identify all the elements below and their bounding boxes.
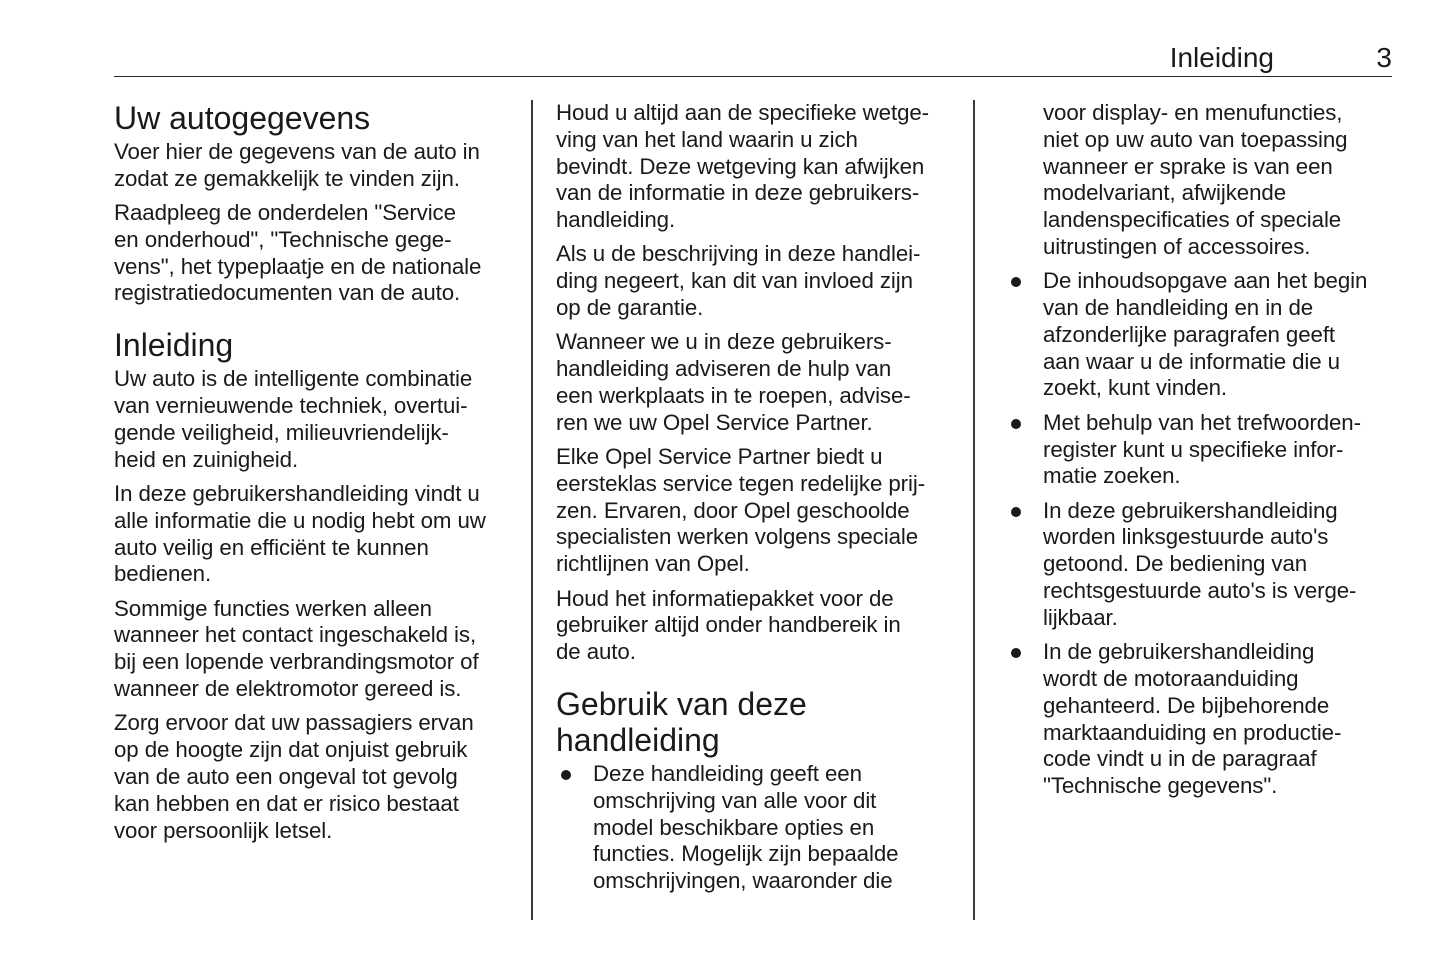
text-line: Gebruik van deze: [556, 685, 807, 722]
text-line: landenspecificaties of speciale: [1043, 207, 1342, 233]
text-line: wanneer de elektromotor gereed is.: [114, 676, 462, 702]
text-line: Als u de beschrijving in deze handlei-: [556, 241, 921, 267]
text-line: heid en zuinigheid.: [114, 446, 299, 472]
text-line: Uw auto is de intelligente combinatie: [114, 366, 473, 392]
text-line: gebruiker altijd onder handbereik in: [556, 612, 901, 638]
text-line: niet op uw auto van toepassing: [1043, 126, 1348, 152]
text-line: omschrijving van alle voor dit: [593, 787, 877, 813]
text-line: Elke Opel Service Partner biedt u: [556, 444, 883, 470]
text-line: van vernieuwende techniek, overtui-: [114, 393, 468, 419]
bullet-item: [1006, 639, 1401, 800]
paragraph: [114, 366, 514, 473]
text-line: Zorg ervoor dat uw passagiers ervan: [114, 710, 474, 736]
bullet-text: [1043, 410, 1401, 490]
column-divider-2: [973, 100, 975, 920]
text-line: worden linksgestuurde auto's: [1043, 524, 1329, 550]
text-line: omschrijvingen, waaronder die: [593, 868, 893, 894]
text-line: handleiding: [556, 721, 720, 758]
heading-uw-autogegevens: Uw autogegevens: [114, 100, 371, 136]
text-line: wanneer er sprake is van een: [1043, 153, 1333, 179]
bullet-text: [593, 761, 956, 895]
text-line: van de informatie in deze gebruikers-: [556, 180, 920, 206]
paragraph: [114, 200, 514, 307]
paragraph: [556, 444, 956, 578]
text-line: functies. Mogelijk zijn bepaalde: [593, 841, 899, 867]
text-line: zoekt, kunt vinden.: [1043, 375, 1228, 401]
bullet-icon: [1011, 507, 1021, 517]
text-line: op de hoogte zijn dat onjuist gebruik: [114, 737, 468, 763]
bullet-text: [1043, 268, 1401, 402]
text-line: voor display- en menufuncties,: [1043, 100, 1343, 125]
bullet-icon: [561, 770, 571, 780]
text-line: van de handleiding en in de: [1043, 295, 1314, 321]
column-3: [1006, 100, 1401, 807]
text-line: code vindt u in de paragraaf: [1043, 746, 1317, 772]
paragraph: [114, 139, 514, 193]
text-line: aan waar u de informatie die u: [1043, 348, 1340, 374]
text-line: register kunt u specifieke infor-: [1043, 436, 1344, 462]
column-1: [114, 100, 514, 852]
heading-gebruik-van-deze-handleiding: [556, 686, 956, 758]
text-line: een werkplaats in te roepen, advise-: [556, 382, 911, 408]
text-line: afzonderlijke paragrafen geeft: [1043, 321, 1336, 347]
text-line: vens", het typeplaatje en de nationale: [114, 253, 482, 279]
text-line: Sommige functies werken alleen: [114, 595, 432, 621]
text-line: richtlijnen van Opel.: [556, 551, 750, 577]
column-divider-1: [531, 100, 533, 920]
text-line: Houd u altijd aan de specifieke wetge-: [556, 100, 930, 125]
text-line: Voer hier de gegevens van de auto in: [114, 139, 480, 164]
text-line: Houd het informatiepakket voor de: [556, 585, 894, 611]
text-line: ding negeert, kan dit van invloed zijn: [556, 268, 913, 294]
text-line: De inhoudsopgave aan het begin: [1043, 268, 1368, 294]
paragraph: [556, 100, 956, 234]
text-line: gehanteerd. De bijbehorende: [1043, 692, 1330, 718]
bullet-text: [1043, 100, 1401, 261]
text-line: bij een lopende verbrandingsmotor of: [114, 649, 479, 675]
text-line: zodat ze gemakkelijk te vinden zijn.: [114, 165, 460, 191]
bullet-list: [1006, 100, 1401, 800]
heading-inleiding: Inleiding: [114, 327, 234, 364]
bullet-item-continuation: [1006, 100, 1401, 261]
text-line: modelvariant, afwijkende: [1043, 180, 1286, 206]
bullet-item: [556, 761, 956, 895]
paragraph: [114, 596, 514, 703]
text-line: gende veiligheid, milieuvriendelijk-: [114, 419, 449, 445]
text-line: handleiding adviseren de hulp van: [556, 356, 892, 382]
text-line: bedienen.: [114, 561, 212, 587]
text-line: uitrustingen of accessoires.: [1043, 233, 1311, 259]
paragraph: [556, 329, 956, 436]
text-line: registratiedocumenten van de auto.: [114, 280, 461, 306]
bullet-icon: [1011, 648, 1021, 658]
bullet-icon: [1011, 419, 1021, 429]
paragraph: [114, 710, 514, 844]
page-header: [114, 40, 1392, 77]
text-line: wanneer het contact ingeschakeld is,: [114, 622, 477, 648]
text-line: kan hebben en dat er risico bestaat: [114, 790, 459, 816]
bullet-item: [1006, 410, 1401, 490]
bullet-item: [1006, 268, 1401, 402]
text-line: lijkbaar.: [1043, 604, 1118, 630]
running-header-title: Inleiding: [1169, 42, 1274, 73]
bullet-text: [1043, 498, 1401, 632]
text-line: specialisten werken volgens speciale: [556, 524, 919, 550]
text-line: marktaanduiding en productie-: [1043, 719, 1342, 745]
text-line: Raadpleeg de onderdelen "Service: [114, 200, 456, 226]
text-line: wordt de motoraanduiding: [1043, 665, 1299, 691]
text-line: voor persoonlijk letsel.: [114, 817, 333, 843]
bullet-item: [1006, 498, 1401, 632]
bullet-text: [1043, 639, 1401, 800]
text-line: ving van het land waarin u zich: [556, 126, 858, 152]
text-line: zen. Ervaren, door Opel geschoolde: [556, 497, 910, 523]
text-line: rechtsgestuurde auto's is verge-: [1043, 578, 1357, 604]
text-line: In deze gebruikershandleiding: [1043, 497, 1338, 523]
text-line: Deze handleiding geeft een: [593, 760, 862, 786]
text-line: getoond. De bediening van: [1043, 551, 1308, 577]
text-line: alle informatie die u nodig hebt om uw: [114, 507, 486, 533]
text-line: op de garantie.: [556, 295, 704, 321]
text-line: ren we uw Opel Service Partner.: [556, 409, 873, 435]
text-line: model beschikbare opties en: [593, 814, 875, 840]
paragraph: [114, 481, 514, 588]
text-line: matie zoeken.: [1043, 463, 1181, 489]
bullet-list: [556, 761, 956, 895]
text-line: handleiding.: [556, 207, 676, 233]
text-line: auto veilig en efficiënt te kunnen: [114, 534, 429, 560]
paragraph: [556, 241, 956, 321]
text-line: In deze gebruikershandleiding vindt u: [114, 480, 480, 506]
text-line: In de gebruikershandleiding: [1043, 639, 1315, 665]
text-line: van de auto een ongeval tot gevolg: [114, 763, 458, 789]
bullet-icon: [1011, 277, 1021, 287]
text-line: de auto.: [556, 639, 636, 665]
column-2: [556, 100, 956, 902]
page-number: 3: [1376, 42, 1392, 73]
text-line: bevindt. Deze wetgeving kan afwijken: [556, 153, 925, 179]
text-line: en onderhoud", "Technische gege-: [114, 226, 452, 252]
text-line: eersteklas service tegen redelijke prij-: [556, 470, 926, 496]
text-line: Wanneer we u in deze gebruikers-: [556, 329, 892, 355]
text-line: Met behulp van het trefwoorden-: [1043, 409, 1361, 435]
text-line: "Technische gegevens".: [1043, 773, 1278, 799]
paragraph: [556, 586, 956, 666]
